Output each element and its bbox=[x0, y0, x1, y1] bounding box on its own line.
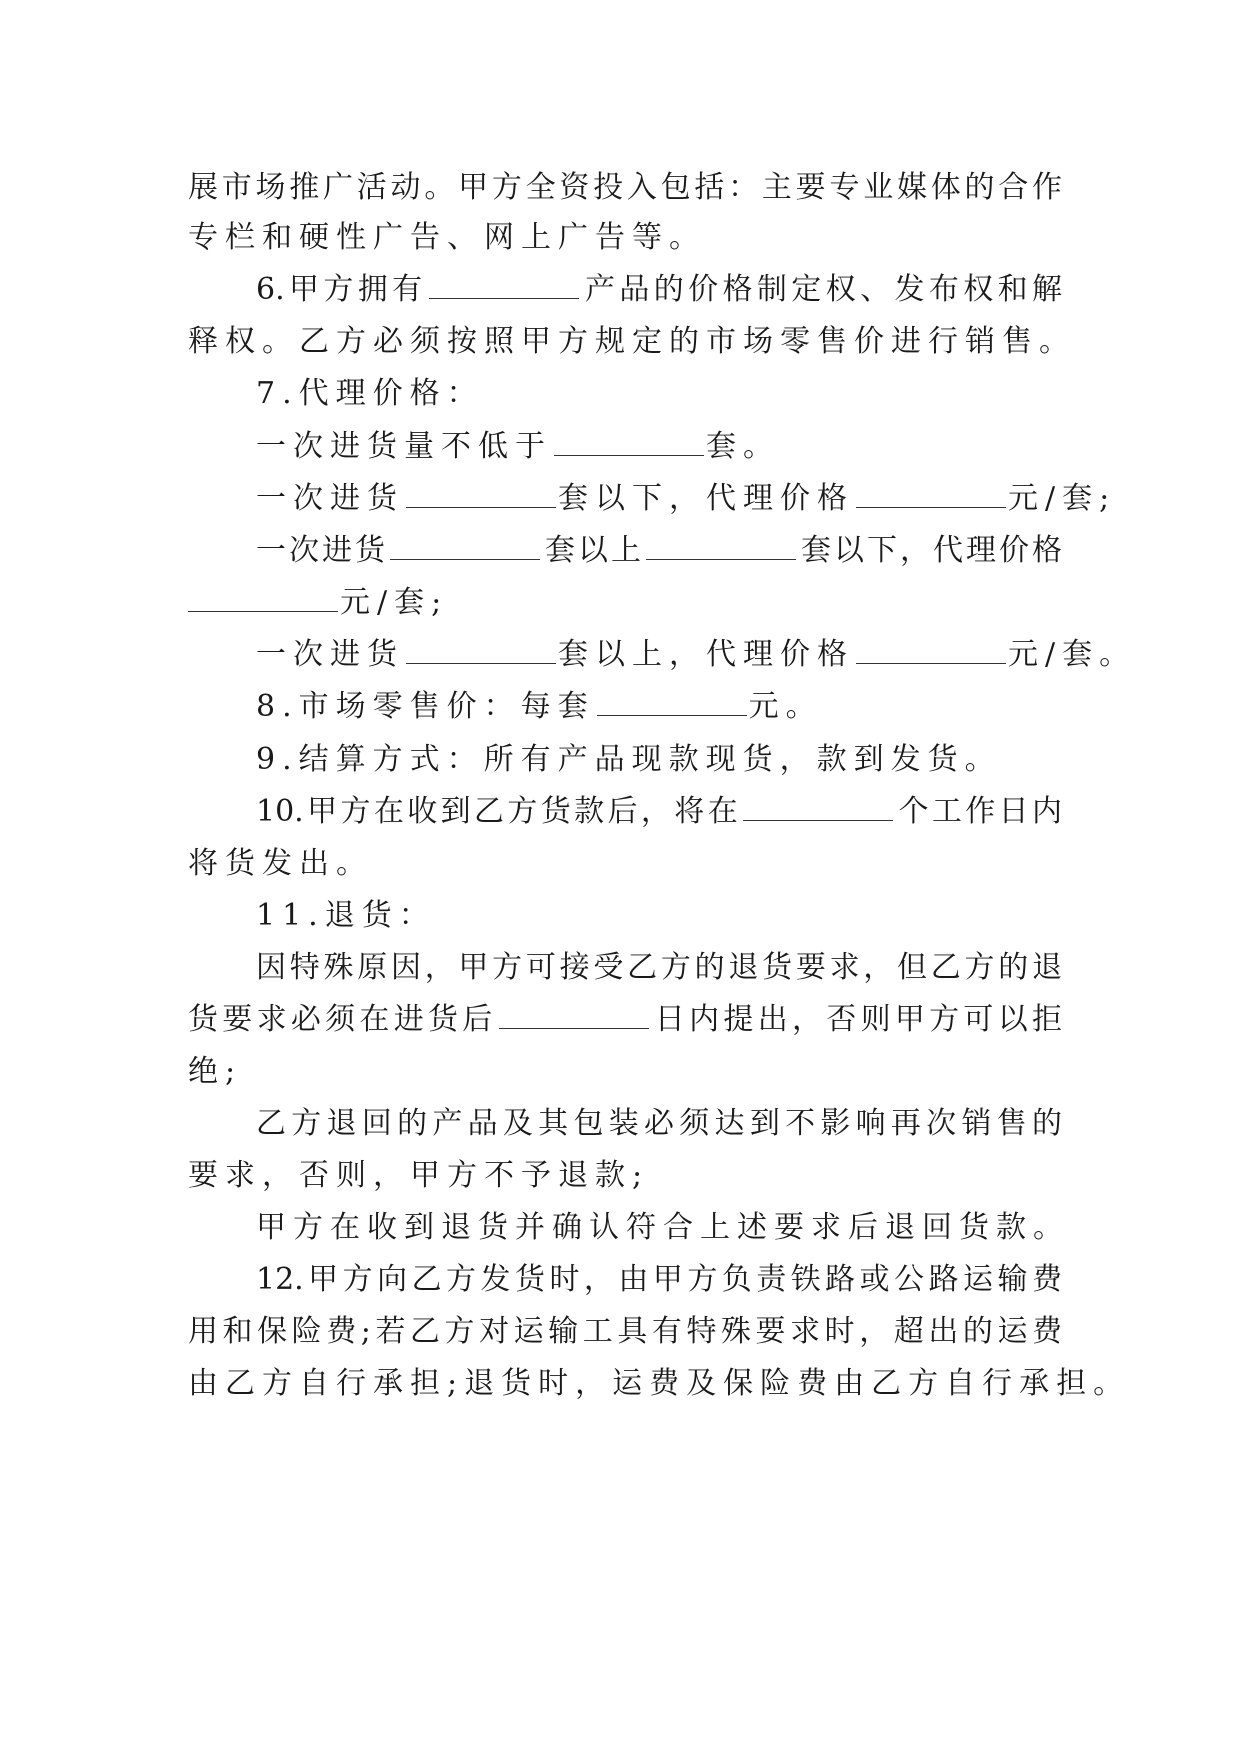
text-segment: 套。 bbox=[706, 429, 780, 464]
blank-field bbox=[406, 639, 556, 664]
text-segment: 12.甲方向乙方发货时，由甲方负责铁路或公路运输费 bbox=[256, 1262, 1062, 1297]
text-line bbox=[256, 938, 1062, 998]
section-heading bbox=[256, 677, 823, 737]
text-segment: 展市场推广活动。甲方全资投入包括：主要专业媒体的合作 bbox=[188, 170, 1062, 205]
text-segment: 元/套。 bbox=[1008, 637, 1137, 672]
text-segment: 日内提出，否则甲方可以拒 bbox=[650, 1002, 1063, 1037]
text-segment: 6.甲方拥有 bbox=[256, 272, 427, 307]
text-segment: 乙方退回的产品及其包装必须达到不影响再次销售的 bbox=[256, 1106, 1062, 1141]
text-segment: 由乙方自行承担;退货时，运费及保险费由乙方自行承担。 bbox=[188, 1366, 1131, 1401]
section-heading bbox=[256, 1250, 1062, 1310]
text-line bbox=[256, 469, 1116, 529]
text-segment: 甲方在收到退货并确认符合上述要求后退回货款。 bbox=[256, 1210, 1070, 1245]
text-line bbox=[256, 521, 1062, 581]
text-line bbox=[256, 417, 780, 477]
blank-field bbox=[188, 587, 338, 612]
blank-field bbox=[856, 483, 1006, 508]
text-segment: 元。 bbox=[748, 689, 823, 724]
text-line bbox=[256, 260, 1062, 320]
blank-field bbox=[390, 535, 540, 560]
blank-field bbox=[499, 1004, 649, 1029]
text-segment: 一次进货 bbox=[256, 533, 388, 568]
text-segment: 产品的价格制定权、发布权和解 bbox=[580, 272, 1063, 307]
blank-field bbox=[646, 535, 796, 560]
text-segment: 专栏和硬性广告、网上广告等。 bbox=[188, 220, 706, 255]
text-line bbox=[188, 1354, 1130, 1414]
text-segment: 要求，否则，甲方不予退款; bbox=[188, 1158, 650, 1193]
text-segment: 元/套; bbox=[340, 585, 449, 620]
text-segment: 套以下，代理价格 bbox=[798, 533, 1062, 568]
text-segment: 绝; bbox=[188, 1054, 243, 1089]
section-heading bbox=[256, 730, 1002, 790]
text-line bbox=[188, 208, 706, 268]
text-segment: 8.市场零售价：每套 bbox=[256, 689, 595, 724]
text-line bbox=[256, 1094, 1062, 1154]
text-segment: 货要求必须在进货后 bbox=[188, 1002, 497, 1037]
text-line bbox=[256, 625, 1136, 685]
text-segment: 用和保险费;若乙方对运输工具有特殊要求时，超出的运费 bbox=[188, 1314, 1062, 1349]
section-heading bbox=[256, 782, 1062, 842]
text-segment: 10.甲方在收到乙方货款后，将在 bbox=[256, 794, 742, 829]
text-segment: 11.退货： bbox=[256, 898, 436, 933]
text-line bbox=[188, 990, 1062, 1050]
section-heading bbox=[256, 886, 436, 946]
text-segment: 元/套; bbox=[1008, 481, 1117, 516]
text-segment: 套以上，代理价格 bbox=[558, 637, 854, 672]
text-segment: 一次进货量不低于 bbox=[256, 429, 552, 464]
text-segment: 套以上 bbox=[542, 533, 644, 568]
text-segment: 一次进货 bbox=[256, 481, 404, 516]
text-segment: 7.代理价格： bbox=[256, 376, 484, 411]
text-line bbox=[188, 1146, 649, 1206]
blank-field bbox=[856, 639, 1006, 664]
text-line bbox=[188, 1302, 1062, 1362]
text-segment: 释权。乙方必须按照甲方规定的市场零售价进行销售。 bbox=[188, 324, 1076, 359]
text-segment: 套以下，代理价格 bbox=[558, 481, 854, 516]
text-line bbox=[256, 1198, 1070, 1258]
text-line bbox=[188, 312, 1076, 372]
text-segment: 将货发出。 bbox=[188, 846, 373, 881]
text-segment: 一次进货 bbox=[256, 637, 404, 672]
blank-field bbox=[597, 691, 747, 716]
blank-field bbox=[429, 274, 579, 299]
text-line bbox=[188, 573, 448, 633]
blank-field bbox=[406, 483, 556, 508]
section-heading bbox=[256, 364, 484, 424]
text-line bbox=[188, 1042, 242, 1102]
text-line bbox=[188, 834, 373, 894]
blank-field bbox=[554, 431, 704, 456]
text-segment: 9.结算方式：所有产品现款现货，款到发货。 bbox=[256, 742, 1002, 777]
text-segment: 个工作日内 bbox=[895, 794, 1062, 829]
text-segment: 因特殊原因，甲方可接受乙方的退货要求，但乙方的退 bbox=[256, 950, 1062, 985]
blank-field bbox=[743, 796, 893, 821]
